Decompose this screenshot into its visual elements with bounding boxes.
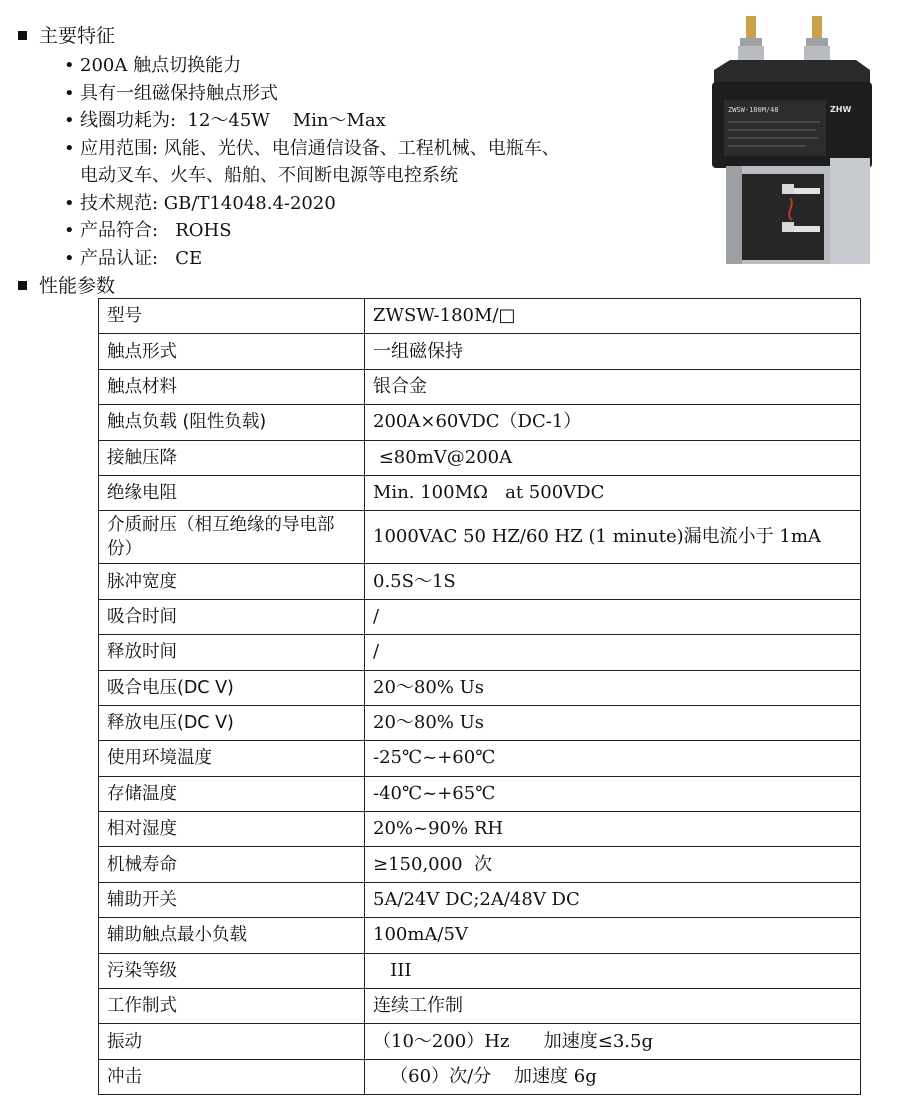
feature-item: • 具有一组磁保持触点形式 xyxy=(64,82,278,104)
spec-value: / xyxy=(365,599,861,634)
spec-key: 辅助开关 xyxy=(99,882,365,917)
spec-key: 介质耐压（相互绝缘的导电部份） xyxy=(99,511,365,564)
spec-table xyxy=(98,298,861,1095)
feature-text: 产品认证: CE xyxy=(80,247,203,269)
spec-key: 触点负载 (阻性负载) xyxy=(99,405,365,440)
product-model-label: ZWSW-180M/48 xyxy=(728,106,779,114)
spec-key: 接触压降 xyxy=(99,440,365,475)
spec-row xyxy=(99,989,861,1024)
spec-table-body xyxy=(99,299,861,1095)
feature-text: 产品符合: ROHS xyxy=(80,220,232,241)
spec-row xyxy=(99,299,861,334)
feature-text: 线圈功耗为: 12～45W Min～Max xyxy=(80,110,386,131)
spec-key: 型号 xyxy=(99,299,365,334)
spec-value: -25℃~+60℃ xyxy=(365,741,861,776)
feature-item: • 线圈功耗为: 12～45W Min～Max xyxy=(64,110,386,131)
spec-key: 释放电压(DC V) xyxy=(99,705,365,740)
spec-value: ≤80mV@200A xyxy=(365,440,861,475)
feature-text: 具有一组磁保持触点形式 xyxy=(80,82,278,104)
spec-row xyxy=(99,511,861,564)
spec-row xyxy=(99,847,861,882)
spec-row xyxy=(99,776,861,811)
specs-heading xyxy=(18,274,115,298)
spec-row xyxy=(99,705,861,740)
feature-list xyxy=(64,52,684,272)
feature-text: 应用范围: 风能、光伏、电信通信设备、工程机械、电瓶车、 xyxy=(80,137,560,159)
spec-value: （10～200）Hz 加速度≤3.5g xyxy=(365,1024,861,1059)
spec-value: III xyxy=(365,953,861,988)
square-bullet-icon xyxy=(18,31,27,40)
spec-key: 振动 xyxy=(99,1024,365,1059)
spec-key: 相对湿度 xyxy=(99,812,365,847)
spec-row xyxy=(99,741,861,776)
spec-key: 释放时间 xyxy=(99,635,365,670)
spec-row xyxy=(99,334,861,369)
square-bullet-icon xyxy=(18,281,27,290)
spec-row xyxy=(99,1059,861,1094)
spec-row xyxy=(99,564,861,599)
spec-value: 银合金 xyxy=(365,369,861,404)
feature-text: 技术规范: GB/T14048.4-2020 xyxy=(80,192,336,214)
spec-value: Min. 100MΩ at 500VDC xyxy=(365,475,861,510)
feature-item: • 200A 触点切换能力 xyxy=(64,55,242,76)
spec-row xyxy=(99,475,861,510)
feature-text: 电动叉车、火车、船舶、不间断电源等电控系统 xyxy=(80,165,458,186)
spec-key: 工作制式 xyxy=(99,989,365,1024)
spec-key: 污染等级 xyxy=(99,953,365,988)
spec-key: 存储温度 xyxy=(99,776,365,811)
spec-value: 20～80% Us xyxy=(365,670,861,705)
spec-row xyxy=(99,440,861,475)
spec-row xyxy=(99,1024,861,1059)
terminal-studs xyxy=(738,16,830,64)
spec-key: 吸合电压(DC V) xyxy=(99,670,365,705)
spec-row xyxy=(99,670,861,705)
spec-row xyxy=(99,635,861,670)
spec-value: / xyxy=(365,635,861,670)
spec-key: 触点材料 xyxy=(99,369,365,404)
feature-item: • 产品认证: CE xyxy=(64,247,203,269)
spec-key: 使用环境温度 xyxy=(99,741,365,776)
spec-row xyxy=(99,812,861,847)
spec-value: 0.5S～1S xyxy=(365,564,861,599)
spec-value: 200A×60VDC（DC-1） xyxy=(365,405,861,440)
spec-row xyxy=(99,953,861,988)
spec-key: 吸合时间 xyxy=(99,599,365,634)
spec-value: 一组磁保持 xyxy=(365,334,861,369)
features-heading xyxy=(18,24,115,48)
contactor-product-image xyxy=(706,8,878,270)
feature-item: • 技术规范: GB/T14048.4-2020 xyxy=(64,192,336,214)
spec-value: -40℃~+65℃ xyxy=(365,776,861,811)
spec-row xyxy=(99,599,861,634)
features-title: 主要特征 xyxy=(39,25,116,47)
spec-key: 绝缘电阻 xyxy=(99,475,365,510)
spec-key: 触点形式 xyxy=(99,334,365,369)
spec-value: （60）次/分 加速度 6g xyxy=(365,1059,861,1094)
specs-title: 性能参数 xyxy=(39,275,116,297)
spec-value: 20～80% Us xyxy=(365,705,861,740)
spec-key: 辅助触点最小负载 xyxy=(99,918,365,953)
product-brand-label: ZHW xyxy=(830,105,852,114)
spec-value: ≥150,000 次 xyxy=(365,847,861,882)
spec-value: 100mA/5V xyxy=(365,918,861,953)
spec-key: 冲击 xyxy=(99,1059,365,1094)
spec-row xyxy=(99,918,861,953)
feature-text: 200A 触点切换能力 xyxy=(80,55,242,76)
spec-row xyxy=(99,369,861,404)
spec-row xyxy=(99,882,861,917)
spec-row xyxy=(99,405,861,440)
feature-item: • 应用范围: 风能、光伏、电信通信设备、工程机械、电瓶车、 xyxy=(64,137,560,159)
spec-value: 20%~90% RH xyxy=(365,812,861,847)
spec-key: 机械寿命 xyxy=(99,847,365,882)
spec-key: 脉冲宽度 xyxy=(99,564,365,599)
spec-value: 1000VAC 50 HZ/60 HZ (1 minute)漏电流小于 1mA xyxy=(365,511,861,564)
spec-value: ZWSW-180M/□ xyxy=(365,299,861,334)
feature-item-continued xyxy=(64,162,684,190)
spec-value: 连续工作制 xyxy=(365,989,861,1024)
spec-value: 5A/24V DC;2A/48V DC xyxy=(365,882,861,917)
feature-item: • 产品符合: ROHS xyxy=(64,220,232,241)
